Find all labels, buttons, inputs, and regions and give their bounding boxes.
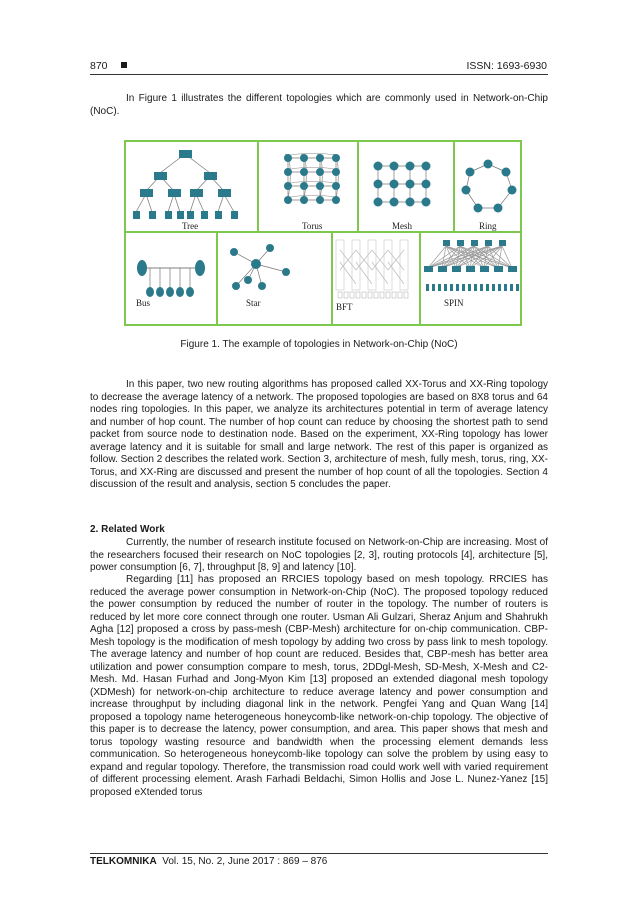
node — [316, 168, 324, 176]
router — [133, 211, 140, 219]
bft-leaf — [398, 292, 402, 298]
router — [179, 150, 192, 158]
node — [406, 180, 415, 189]
router — [438, 266, 447, 272]
spin-topology — [424, 240, 519, 291]
bft-leaf — [374, 292, 378, 298]
header-rule — [90, 74, 548, 75]
router — [190, 189, 203, 197]
router — [168, 189, 181, 197]
bft-leaf — [344, 292, 348, 298]
bft-leaf — [380, 292, 384, 298]
issn: ISSN: 1693-6930 — [466, 60, 547, 72]
label-tree: Tree — [182, 221, 199, 231]
router — [474, 284, 477, 291]
node — [300, 182, 308, 190]
node — [284, 154, 292, 162]
router — [231, 211, 238, 219]
bft-leaf — [404, 292, 408, 298]
node — [232, 282, 240, 290]
node — [494, 204, 503, 213]
label-torus: Torus — [302, 221, 323, 231]
router — [486, 284, 489, 291]
bft-column — [336, 240, 344, 290]
node — [156, 287, 164, 297]
node — [508, 186, 517, 195]
section-2-paragraph-2: Regarding [11] has proposed an RRCIES topology based on mesh topology. RRCIES has reduced the average power consumption in Network-on-Chip (NoC). The proposed topology reduced the power consumption by reduced the number of router in the topology. The number of routers is reduced by let more core connect through one router. Usman Ali Gulzari, Sheraz Anjum and Shahrukh Agha [12] proposed a cross by pass-mesh (CBP-Mesh) architecture for on-chip communication. CBP-Mesh topology is the modification of mesh topology by adding two cross by pass link to mesh topology. The average latency and number of hop count are reduced. Besides that, CBP-mesh has better area utilization and power consumption compare to mesh, torus, 2DDgl-Mesh, SD-Mesh, X-Mesh and C2-Mesh. Md. Hasan Furhad and Jong-Myon Kim [13] proposed an extended diagonal mesh topology (XDMesh) for network-on-chip architecture to reduce average latency and power consumption and increase throughput by including diagonal link in the network. Pengfei Yang and Quan Wang [14] proposed a topology name heterogeneous honeycomb-like network-on-chip topology. The objective of this paper is to decrease the latency, power consumption, and area. This paper shows that mesh and torus topology wasting resource and bandwidth when the processing element demands less communication. So heterogeneous honeycomb-like topology can solve the problem by using easy to expand and regular topology. Therefore, the transmission road could work well with varied requirement of different processing element. Arash Farhadi Beldachi, Simon Hollis and Jose L. Nunez-Yanez [15] proposed eXtended torus — [90, 574, 548, 798]
footer-journal: TELKOMNIKA — [90, 856, 157, 867]
node — [244, 276, 252, 284]
bft-leaf — [392, 292, 396, 298]
node — [316, 154, 324, 162]
router — [471, 240, 478, 246]
router — [456, 284, 459, 291]
bft-column — [352, 240, 360, 290]
footer — [90, 856, 327, 867]
header-square-bullet — [121, 62, 127, 68]
router — [432, 284, 435, 291]
intro-paragraph: In Figure 1 illustrates the different topologies which are commonly used in Network-on-Chip (NoC). — [90, 93, 548, 117]
bft-leaf — [368, 292, 372, 298]
bft-leaf — [350, 292, 354, 298]
node — [316, 196, 324, 204]
router — [187, 211, 194, 219]
router — [204, 172, 217, 180]
node — [332, 168, 340, 176]
topology-figure — [124, 140, 522, 326]
bft-leaf — [356, 292, 360, 298]
router — [218, 189, 231, 197]
node — [406, 162, 415, 171]
label-ring: Ring — [479, 221, 497, 231]
node — [422, 198, 431, 207]
node — [300, 154, 308, 162]
router — [154, 172, 167, 180]
router — [498, 284, 501, 291]
node — [176, 287, 184, 297]
star-topology — [230, 244, 290, 290]
router — [457, 240, 464, 246]
node — [332, 196, 340, 204]
footer-rule — [90, 853, 548, 854]
torus-topology — [284, 154, 340, 205]
router — [165, 211, 172, 219]
node — [300, 168, 308, 176]
node — [146, 287, 154, 297]
node — [466, 168, 475, 177]
node — [502, 168, 511, 177]
figure-caption: Figure 1. The example of topologies in Network-on-Chip (NoC) — [180, 339, 458, 350]
node — [474, 204, 483, 213]
node — [374, 162, 383, 171]
node — [374, 180, 383, 189]
node — [422, 180, 431, 189]
router — [508, 266, 517, 272]
node — [406, 198, 415, 207]
router — [480, 284, 483, 291]
router — [201, 211, 208, 219]
router — [450, 284, 453, 291]
label-bft: BFT — [336, 302, 353, 312]
node — [316, 182, 324, 190]
router — [140, 189, 153, 197]
node — [284, 182, 292, 190]
node — [251, 259, 261, 269]
node — [284, 168, 292, 176]
node — [186, 287, 194, 297]
section-2-paragraph-1: Currently, the number of research institute focused on Network-on-Chip are increasing. Most of the researchers focused their research on NoC topologies [2, 3], routing protocols [4], architecture [5], power consumption [6, 7], throughput [8, 9] and latency [10]. — [90, 537, 548, 573]
node — [462, 186, 471, 195]
bft-column — [368, 240, 376, 290]
bft-leaf — [386, 292, 390, 298]
node — [332, 182, 340, 190]
router — [466, 266, 475, 272]
bft-column — [400, 240, 408, 290]
node — [284, 196, 292, 204]
bft-column — [384, 240, 392, 290]
node — [390, 198, 399, 207]
section-2-heading: 2. Related Work — [90, 524, 165, 535]
router — [499, 240, 506, 246]
node — [390, 162, 399, 171]
label-bus: Bus — [136, 298, 151, 308]
router — [485, 240, 492, 246]
router — [215, 211, 222, 219]
router — [462, 284, 465, 291]
node — [230, 248, 238, 256]
mesh-topology — [374, 162, 431, 207]
node — [282, 268, 290, 276]
router — [424, 266, 433, 272]
node — [332, 154, 340, 162]
node — [484, 160, 493, 169]
router — [494, 266, 503, 272]
router — [443, 240, 450, 246]
paragraph-1: In this paper, two new routing algorithms has proposed called XX-Torus and XX-Ring topology to decrease the average latency of a network. The proposed topologies are based on 8X8 torus and 64 nodes ring topologies. In this paper, we analyze its architectures potential in term of average latency and number of hop count. The number of hop count can reduce by choosing the shortest path to send packet from source node to destination node. Based on the experiment, XX-Ring topology has lower average latency and it is suitable for small and large network. The rest of this paper is organized as follow. Section 2 describes the related work. Section 3, architecture of mesh, fully mesh, torus, ring, XX-Torus, and XX-Ring are discussed and present the number of hop count of all the topologies. Section 4 discussion of the result and analysis, section 5 concludes the paper. — [90, 379, 548, 490]
router — [452, 266, 461, 272]
bus-topology — [137, 260, 205, 297]
bus-end — [195, 260, 205, 276]
node — [422, 162, 431, 171]
ring-topology — [462, 160, 517, 213]
footer-details: Vol. 15, No. 2, June 2017 : 869 – 876 — [162, 856, 328, 867]
node — [374, 198, 383, 207]
router — [504, 284, 507, 291]
node — [266, 244, 274, 252]
router — [444, 284, 447, 291]
router — [438, 284, 441, 291]
router — [149, 211, 156, 219]
page-number: 870 — [90, 60, 108, 72]
label-spin: SPIN — [444, 298, 464, 308]
label-star: Star — [246, 298, 261, 308]
router — [510, 284, 513, 291]
router — [492, 284, 495, 291]
label-mesh: Mesh — [392, 221, 412, 231]
router — [480, 266, 489, 272]
bft-topology — [336, 240, 408, 298]
router — [468, 284, 471, 291]
node — [258, 282, 266, 290]
node — [300, 196, 308, 204]
node — [166, 287, 174, 297]
router — [177, 211, 184, 219]
node — [390, 180, 399, 189]
tree-topology — [133, 150, 238, 219]
bus-end — [137, 260, 147, 276]
bft-leaf — [362, 292, 366, 298]
router — [516, 284, 519, 291]
bft-leaf — [338, 292, 342, 298]
router — [426, 284, 429, 291]
